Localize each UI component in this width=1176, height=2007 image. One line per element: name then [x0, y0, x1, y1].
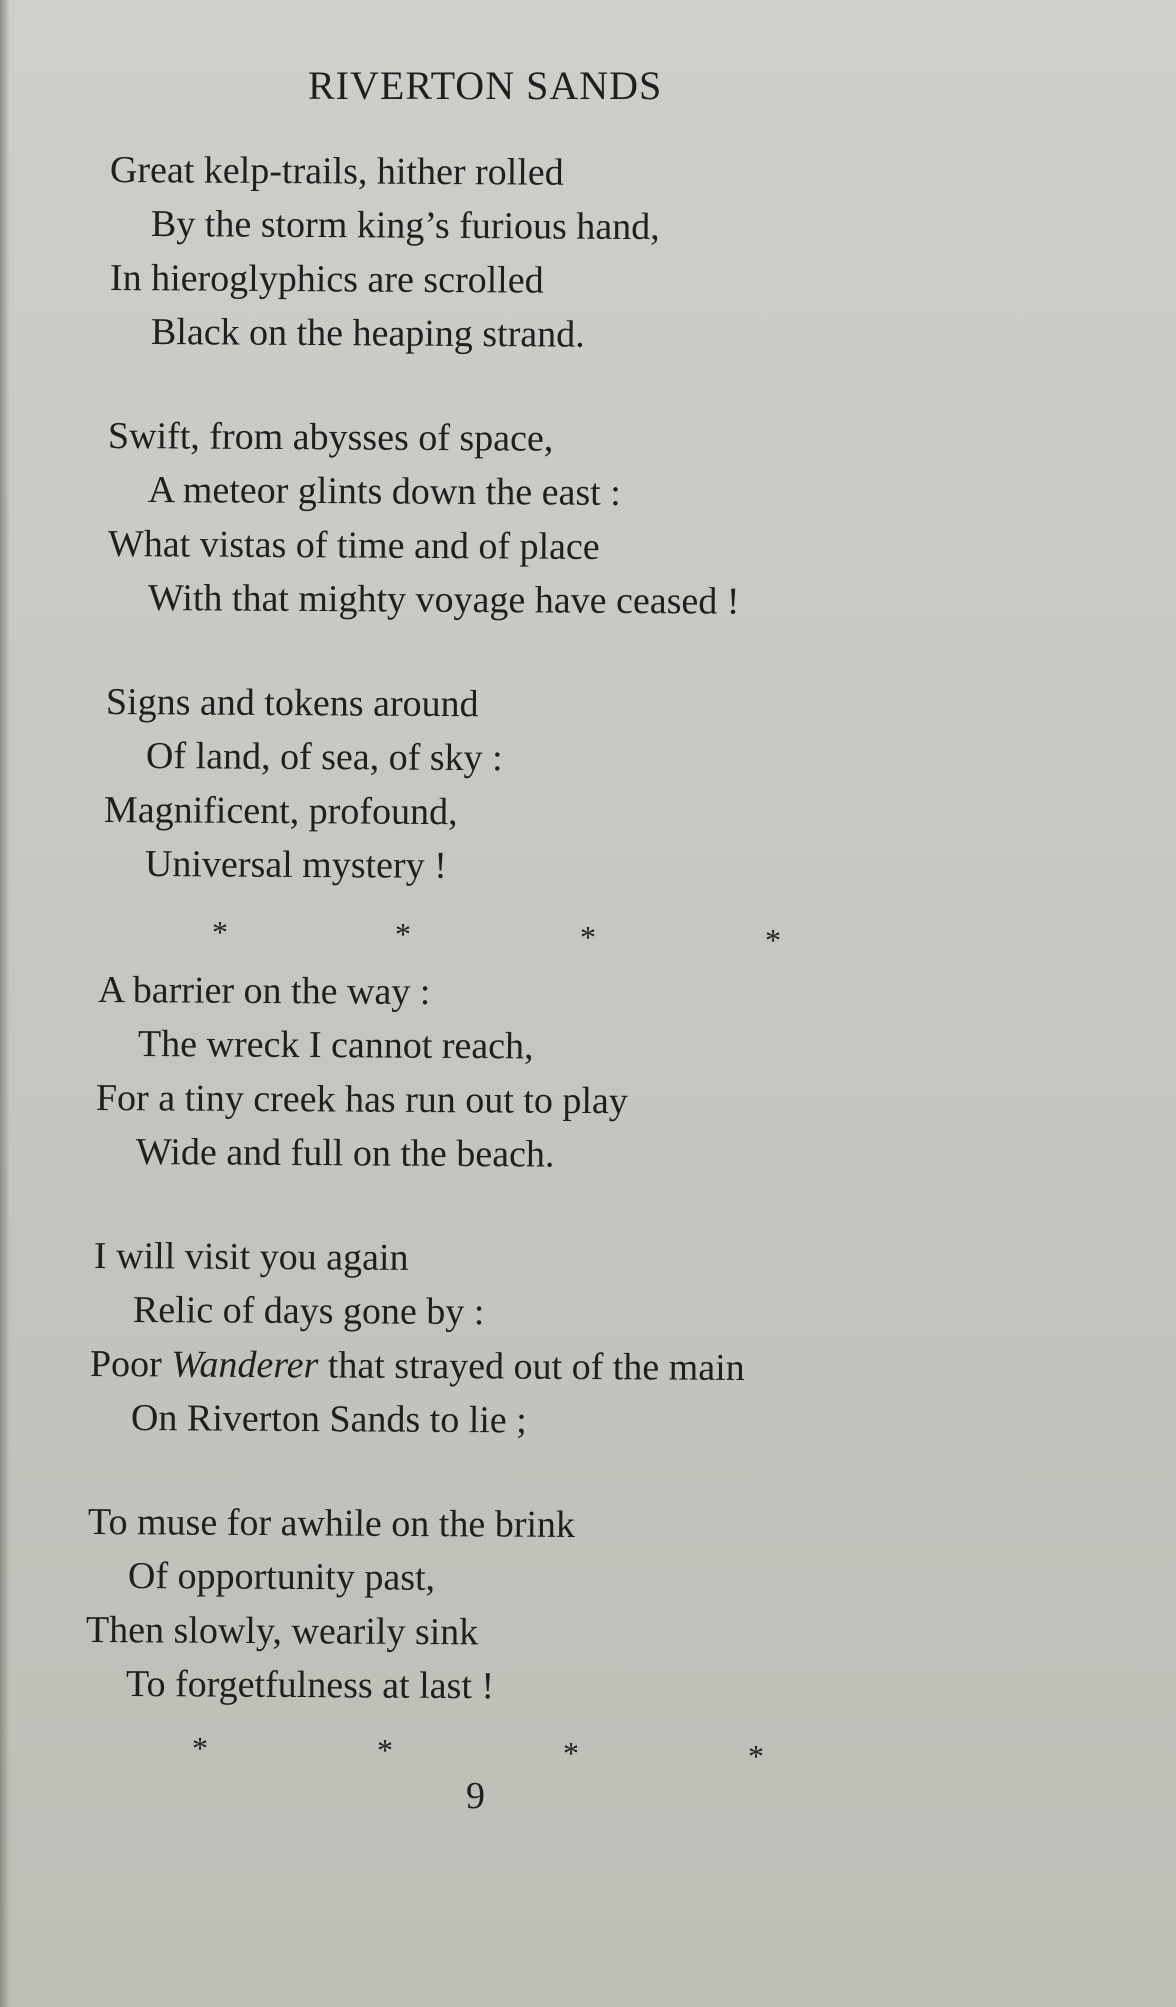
poem-line: By the storm king’s furious hand,	[150, 203, 660, 249]
separator-star: *	[395, 916, 411, 952]
poem-line: Then slowly, wearily sink	[85, 1609, 479, 1654]
poem-line: Signs and tokens around	[105, 681, 479, 726]
poem-line: Relic of days gone by :	[132, 1289, 485, 1334]
poem-line: A meteor glints down the east :	[147, 469, 621, 514]
poem-line: A barrier on the way :	[97, 969, 431, 1014]
poem-line: With that mighty voyage have ceased !	[147, 577, 740, 623]
separator-star: *	[563, 1735, 579, 1771]
page-edge-shadow	[0, 0, 10, 2007]
italic-word: Wanderer	[171, 1343, 319, 1387]
poem-line-with-italic	[90, 1342, 745, 1390]
poem-line: Of opportunity past,	[127, 1555, 436, 1599]
poem-line: What vistas of time and of place	[107, 523, 600, 569]
page-number: 9	[466, 1775, 485, 1817]
poem-line: In hieroglyphics are scrolled	[109, 257, 544, 302]
separator-star: *	[377, 1732, 393, 1768]
poem-line: Swift, from abysses of space,	[107, 415, 554, 460]
poem-title: RIVERTON SANDS	[308, 63, 663, 108]
poem-text: that strayed out of the main	[327, 1344, 745, 1389]
poem-line: I will visit you again	[93, 1235, 409, 1279]
poem-line: For a tiny creek has run out to play	[95, 1077, 628, 1123]
separator-star: *	[765, 922, 781, 958]
separator-star: *	[212, 914, 228, 950]
separator-star: *	[748, 1738, 764, 1774]
poem-line: Universal mystery !	[144, 843, 447, 887]
separator-star: *	[192, 1730, 208, 1766]
poem-line: Of land, of sea, of sky :	[145, 735, 503, 780]
separator-star: *	[580, 919, 596, 955]
poem-line: To muse for awhile on the brink	[87, 1501, 576, 1546]
poem-line: Wide and full on the beach.	[135, 1131, 555, 1176]
poem-line: The wreck I cannot reach,	[137, 1023, 534, 1068]
poem-line: Magnificent, profound,	[103, 789, 458, 834]
poem-line: On Riverton Sands to lie ;	[130, 1397, 527, 1442]
poem-text: Poor	[89, 1343, 162, 1386]
poem-line: Black on the heaping strand.	[150, 311, 585, 356]
poem-line: Great kelp-trails, hither rolled	[109, 149, 564, 194]
poem-line: To forgetfulness at last !	[125, 1663, 495, 1708]
